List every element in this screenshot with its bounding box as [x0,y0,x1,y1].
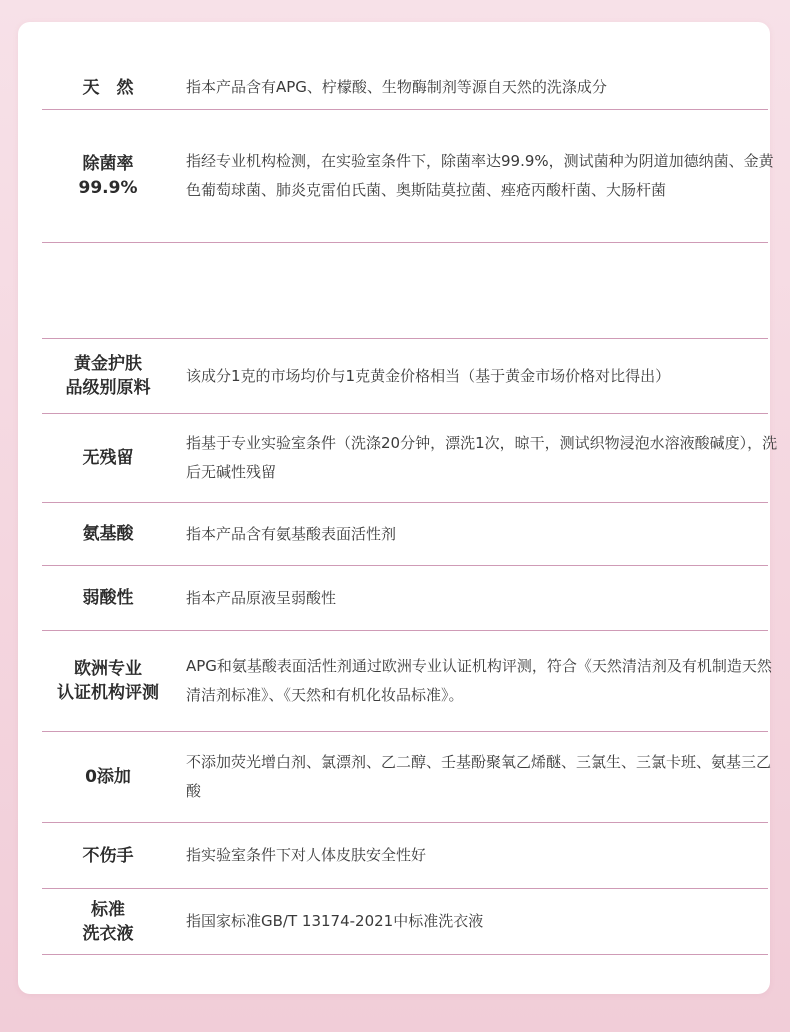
table-row [42,889,768,955]
table-row [42,823,768,889]
row-label: 不伤手 [82,845,134,866]
table-row [42,566,768,631]
row-label: 标准 洗衣液 [82,899,134,944]
blank-row [42,243,768,339]
row-label: 除菌率 99.9% [78,154,138,198]
table-row [42,732,772,823]
row-description: 指基于专业实验室条件（洗涤20分钟，漂洗1次，晾干，测试织物浸泡水溶液酸碱度），洗后无碱性残留 [186,434,778,481]
row-description: 指实验室条件下对人体皮肤安全性好 [186,846,427,864]
row-label: 黄金护肤 品级别原料 [65,354,151,398]
table-row [42,503,768,566]
info-card [18,22,778,994]
row-label: 天 然 [82,77,134,98]
table-row [42,339,768,414]
table-row [42,110,774,243]
table-row [42,631,772,732]
row-label: 无残留 [82,448,134,468]
row-description: 指国家标准GB/T 13174-2021中标准洗衣液 [186,912,484,930]
row-label: 氨基酸 [82,524,134,544]
table-row [42,66,768,110]
table-row [42,414,778,503]
row-label: 弱酸性 [82,588,134,608]
row-description: 指本产品含有APG、柠檬酸、生物酶制剂等源自天然的洗涤成分 [186,78,607,96]
row-description: APG和氨基酸表面活性剂通过欧洲专业认证机构评测，符合《天然清洁剂及有机制造天然清洁剂标准》、《天然和有机化妆品标准》。 [186,657,772,704]
row-description: 指经专业机构检测，在实验室条件下，除菌率达99.9%，测试菌种为阴道加德纳菌、金黄色葡萄球菌、肺炎克雷伯氏菌、奥斯陆莫拉菌、痤疮丙酸杆菌、大肠杆菌 [186,152,774,199]
row-description: 不添加荧光增白剂、氯漂剂、乙二醇、壬基酚聚氧乙烯醚、三氯生、三氯卡班、氨基三乙酸 [186,753,772,800]
row-label: 欧洲专业 认证机构评测 [57,659,159,703]
row-description: 指本产品含有氨基酸表面活性剂 [186,524,397,543]
row-description: 指本产品原液呈弱酸性 [186,588,337,607]
row-label: 0添加 [85,767,131,787]
row-description: 该成分1克的市场均价与1克黄金价格相当（基于黄金市场价格对比得出） [186,366,671,385]
